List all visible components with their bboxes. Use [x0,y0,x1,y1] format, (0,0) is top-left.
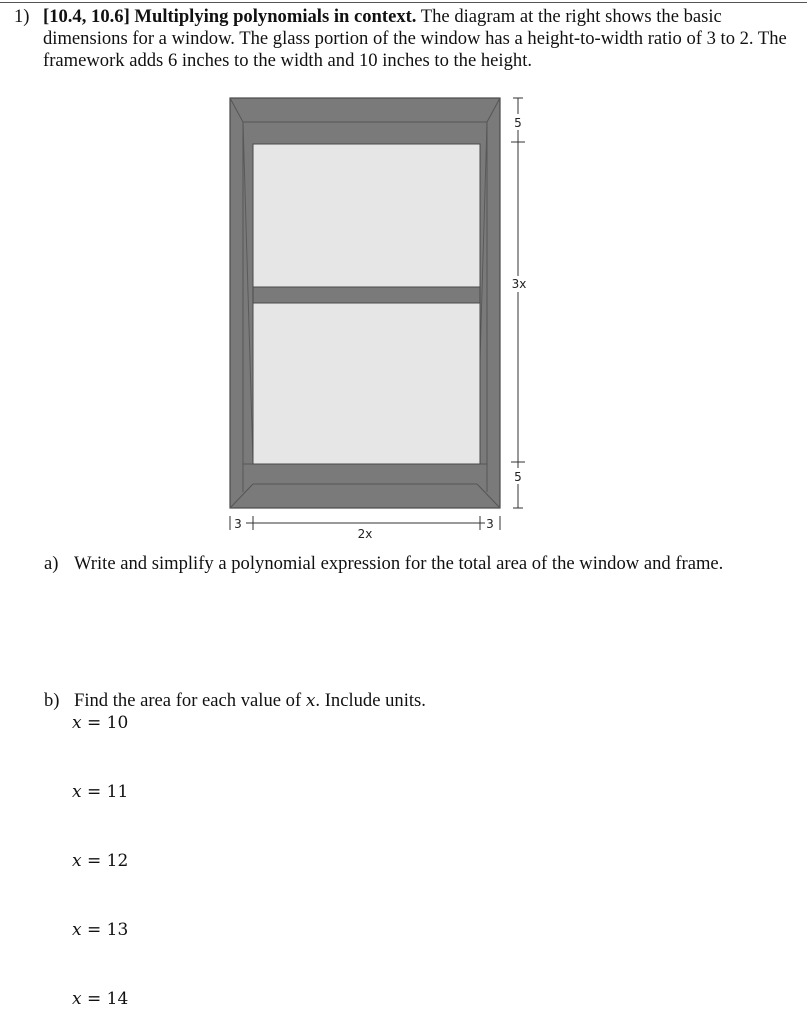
part-b-text [74,690,744,712]
problem-statement [14,6,794,72]
label-top-frame: 5 [514,116,522,130]
x-value-1: x = 10 [72,713,129,733]
problem-heading: Multiplying polynomials in context. [134,6,417,27]
part-b [44,690,744,712]
x-value-2: x = 11 [72,782,129,802]
x-value-3: x = 12 [72,851,129,871]
top-rule [0,2,807,3]
part-b-text-after: . Include units. [315,690,426,711]
label-right-frame: 3 [486,517,494,531]
x-value-5: x = 14 [72,989,129,1009]
label-glass-height: 3x [511,277,527,291]
part-a [44,553,804,575]
problem-tag: [10.4, 10.6] [43,6,130,27]
problem-text [43,6,794,72]
part-b-variable: x [305,691,316,711]
label-bottom-frame: 5 [514,470,522,484]
label-left-frame: 3 [234,517,242,531]
middle-rail [253,287,480,303]
label-glass-width: 2x [357,527,373,541]
part-a-letter: a) [44,553,59,574]
problem-number: 1) [14,6,30,27]
part-b-text-before: Find the area for each value of [74,690,302,711]
x-value-4: x = 13 [72,920,129,940]
window-diagram [215,92,545,542]
part-a-text: Write and simplify a polynomial expression for the total area of the window and frame. [74,553,724,574]
window-figure-svg [215,92,545,542]
glass-pane-lower [253,303,480,464]
part-b-letter: b) [44,690,60,711]
problem-body: The diagram at the right shows the basic dimensions for a window. The glass portion of the window has a height-to-width ratio of 3 to 2. The framework adds 6 inches to the width and 10 inches to the height. [43,6,787,71]
glass-pane-upper [253,144,480,287]
